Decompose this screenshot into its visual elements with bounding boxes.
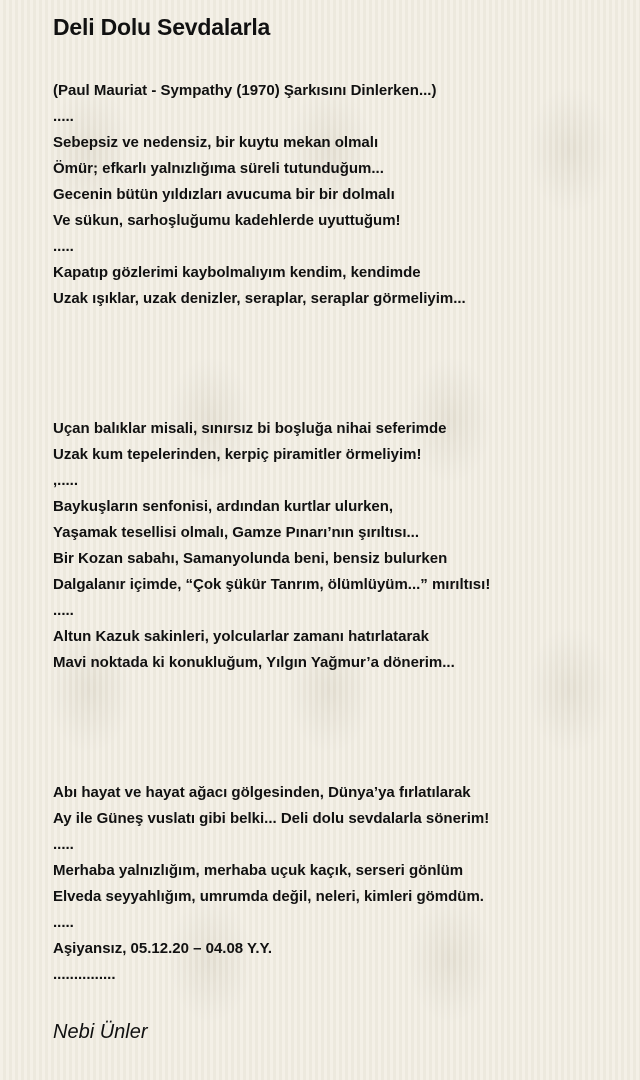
poem-line: Elveda seyyahlığım, umrumda değil, neleri, kimleri gömdüm.: [53, 888, 484, 905]
poem-line: Uçan balıklar misali, sınırsız bi boşluğa nihai seferimde: [53, 420, 447, 437]
poem-line: [53, 754, 623, 780]
poem-line: .....: [53, 238, 74, 255]
poem-line: Altun Kazuk sakinleri, yolcularlar zamanı hatırlatarak: [53, 628, 429, 645]
poem-line: Abı hayat ve hayat ağacı gölgesinden, Dünya’ya fırlatılarak: [53, 784, 471, 801]
poem-line: ...............: [53, 966, 116, 983]
poem-line: [53, 702, 623, 728]
poem-line: Uzak kum tepelerinden, kerpiç piramitler örmeliyim!: [53, 446, 422, 463]
poem-line: Kapatıp gözlerimi kaybolmalıyım kendim, kendimde: [53, 264, 421, 281]
poem-line: Ve sükun, sarhoşluğumu kadehlerde uyuttuğum!: [53, 212, 401, 229]
poem-author: Nebi Ünler: [53, 1021, 148, 1043]
poem-line: Sebepsiz ve nedensiz, bir kuytu mekan olmalı: [53, 134, 379, 151]
poem-line: Merhaba yalnızlığım, merhaba uçuk kaçık, serseri gönlüm: [53, 862, 464, 879]
poem-line: ,.....: [53, 472, 79, 489]
poem-line: [53, 390, 623, 416]
poem-line: [53, 676, 623, 702]
poem-line: .....: [53, 914, 74, 931]
poem-line: Mavi noktada ki konukluğum, Yılgın Yağmur’a dönerim...: [53, 654, 455, 671]
poem-line: Ömür; efkarlı yalnızlığıma süreli tutunduğum...: [53, 160, 384, 177]
poem-line: Ay ile Güneş vuslatı gibi belki... Deli dolu sevdalarla sönerim!: [53, 810, 490, 827]
poem-body: [53, 78, 623, 988]
poem-line: [53, 338, 623, 364]
poem-line: Aşiyansız, 05.12.20 – 04.08 Y.Y.: [53, 940, 273, 957]
poem-line: (Paul Mauriat - Sympathy (1970) Şarkısını Dinlerken...): [53, 82, 437, 99]
poem-line: Dalgalanır içimde, “Çok şükür Tanrım, ölümlüyüm...” mırıltısı!: [53, 576, 491, 593]
poem-line: .....: [53, 602, 74, 619]
poem-line: .....: [53, 108, 74, 125]
poem-line: Gecenin bütün yıldızları avucuma bir bir dolmalı: [53, 186, 395, 203]
poem-line: Yaşamak tesellisi olmalı, Gamze Pınarı’nın şırıltısı...: [53, 524, 419, 541]
poem-line: [53, 728, 623, 754]
poem-line: .....: [53, 836, 74, 853]
poem-line: Bir Kozan sabahı, Samanyolunda beni, bensiz bulurken: [53, 550, 448, 567]
poem-line: [53, 364, 623, 390]
poem-line: Baykuşların senfonisi, ardından kurtlar ulurken,: [53, 498, 394, 515]
poem-line: [53, 312, 623, 338]
poem-line: Uzak ışıklar, uzak denizler, seraplar, seraplar görmeliyim...: [53, 290, 466, 307]
poem-title: Deli Dolu Sevdalarla: [53, 14, 271, 40]
